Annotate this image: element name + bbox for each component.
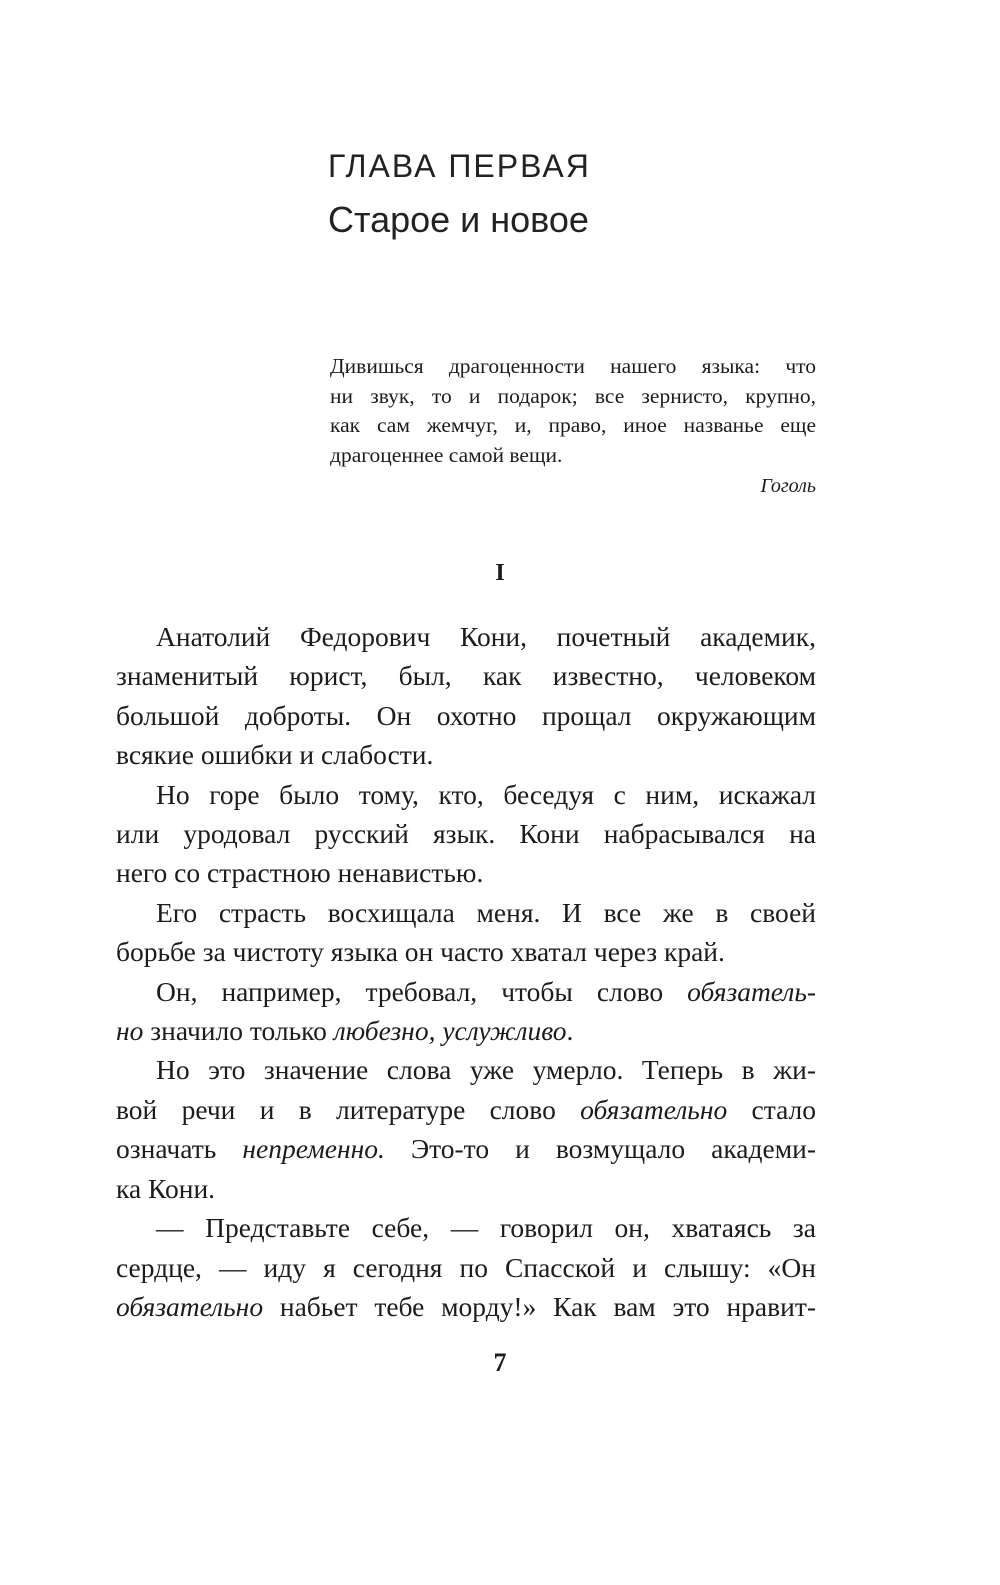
- text-line: [116, 1287, 816, 1326]
- italic-run: обязательно: [116, 1290, 264, 1322]
- italic-run: обязательно: [580, 1093, 728, 1125]
- text-line: [116, 1129, 816, 1168]
- text-run: значило только: [143, 1015, 334, 1047]
- text-line: Но это значение слова уже умерло. Теперь в жи-: [156, 1054, 816, 1086]
- text-line: или уродовал русский язык. Кони набрасывался на: [116, 818, 816, 850]
- text-line: всякие ошибки и слабости.: [116, 739, 434, 771]
- text-line: Но горе было тому, кто, беседуя с ним, искажал: [156, 778, 816, 810]
- text-line: сердце, — иду я сегодня по Спасской и слышу: «Он: [116, 1251, 816, 1283]
- epigraph-line: как сам жемчуг, и, право, иное названье еще: [330, 413, 816, 437]
- text-run: Это-то и возмущало академи-: [384, 1133, 816, 1165]
- text-line: [116, 1090, 816, 1129]
- chapter-label: ГЛАВА ПЕРВАЯ: [328, 148, 591, 184]
- epigraph-line: драгоценнее самой вещи.: [330, 442, 563, 467]
- text-line: Анатолий Федорович Кони, почетный академик,: [156, 621, 816, 652]
- text-line: знаменитый юрист, был, как известно, человеком: [116, 660, 816, 692]
- epigraph-line: ни звук, то и подарок; все зернисто, крупно,: [330, 383, 816, 408]
- text-line: — Представьте себе, — говорил он, хватаясь за: [156, 1212, 816, 1244]
- text-run: означать: [116, 1133, 243, 1165]
- text-run: стало: [727, 1093, 817, 1125]
- epigraph-line: Дивишься драгоценности нашего языка: что: [330, 354, 816, 378]
- italic-run: непременно.: [242, 1133, 385, 1165]
- text-run: вой речи и в литературе слово: [116, 1093, 581, 1125]
- text-run: Он, например, требовал, чтобы слово: [156, 975, 688, 1007]
- text-run: набьет тебе морду!» Как вам это нравит-: [263, 1290, 816, 1322]
- text-line: большой доброты. Он охотно прощал окружающим: [116, 699, 816, 731]
- epigraph-author: Гоголь: [760, 475, 816, 497]
- text-line: ка Кони.: [116, 1172, 216, 1204]
- text-run: .: [566, 1015, 574, 1047]
- epigraph: [330, 352, 816, 502]
- text-line: него со страстною ненавистью.: [116, 857, 484, 889]
- text-line: [116, 1011, 816, 1050]
- italic-run: но: [116, 1015, 144, 1047]
- text-line: [116, 972, 816, 1011]
- body-text: [116, 617, 816, 1326]
- chapter-title: Старое и новое: [328, 199, 589, 240]
- text-line: борьбе за чистоту языка он часто хватал через край.: [116, 936, 725, 968]
- page-number: 7: [493, 1348, 507, 1377]
- text-line: Его страсть восхищала меня. И все же в своей: [156, 896, 816, 928]
- italic-run: любезно, услужливо: [333, 1015, 567, 1047]
- italic-run: обязатель-: [687, 975, 816, 1007]
- section-number: I: [495, 560, 505, 586]
